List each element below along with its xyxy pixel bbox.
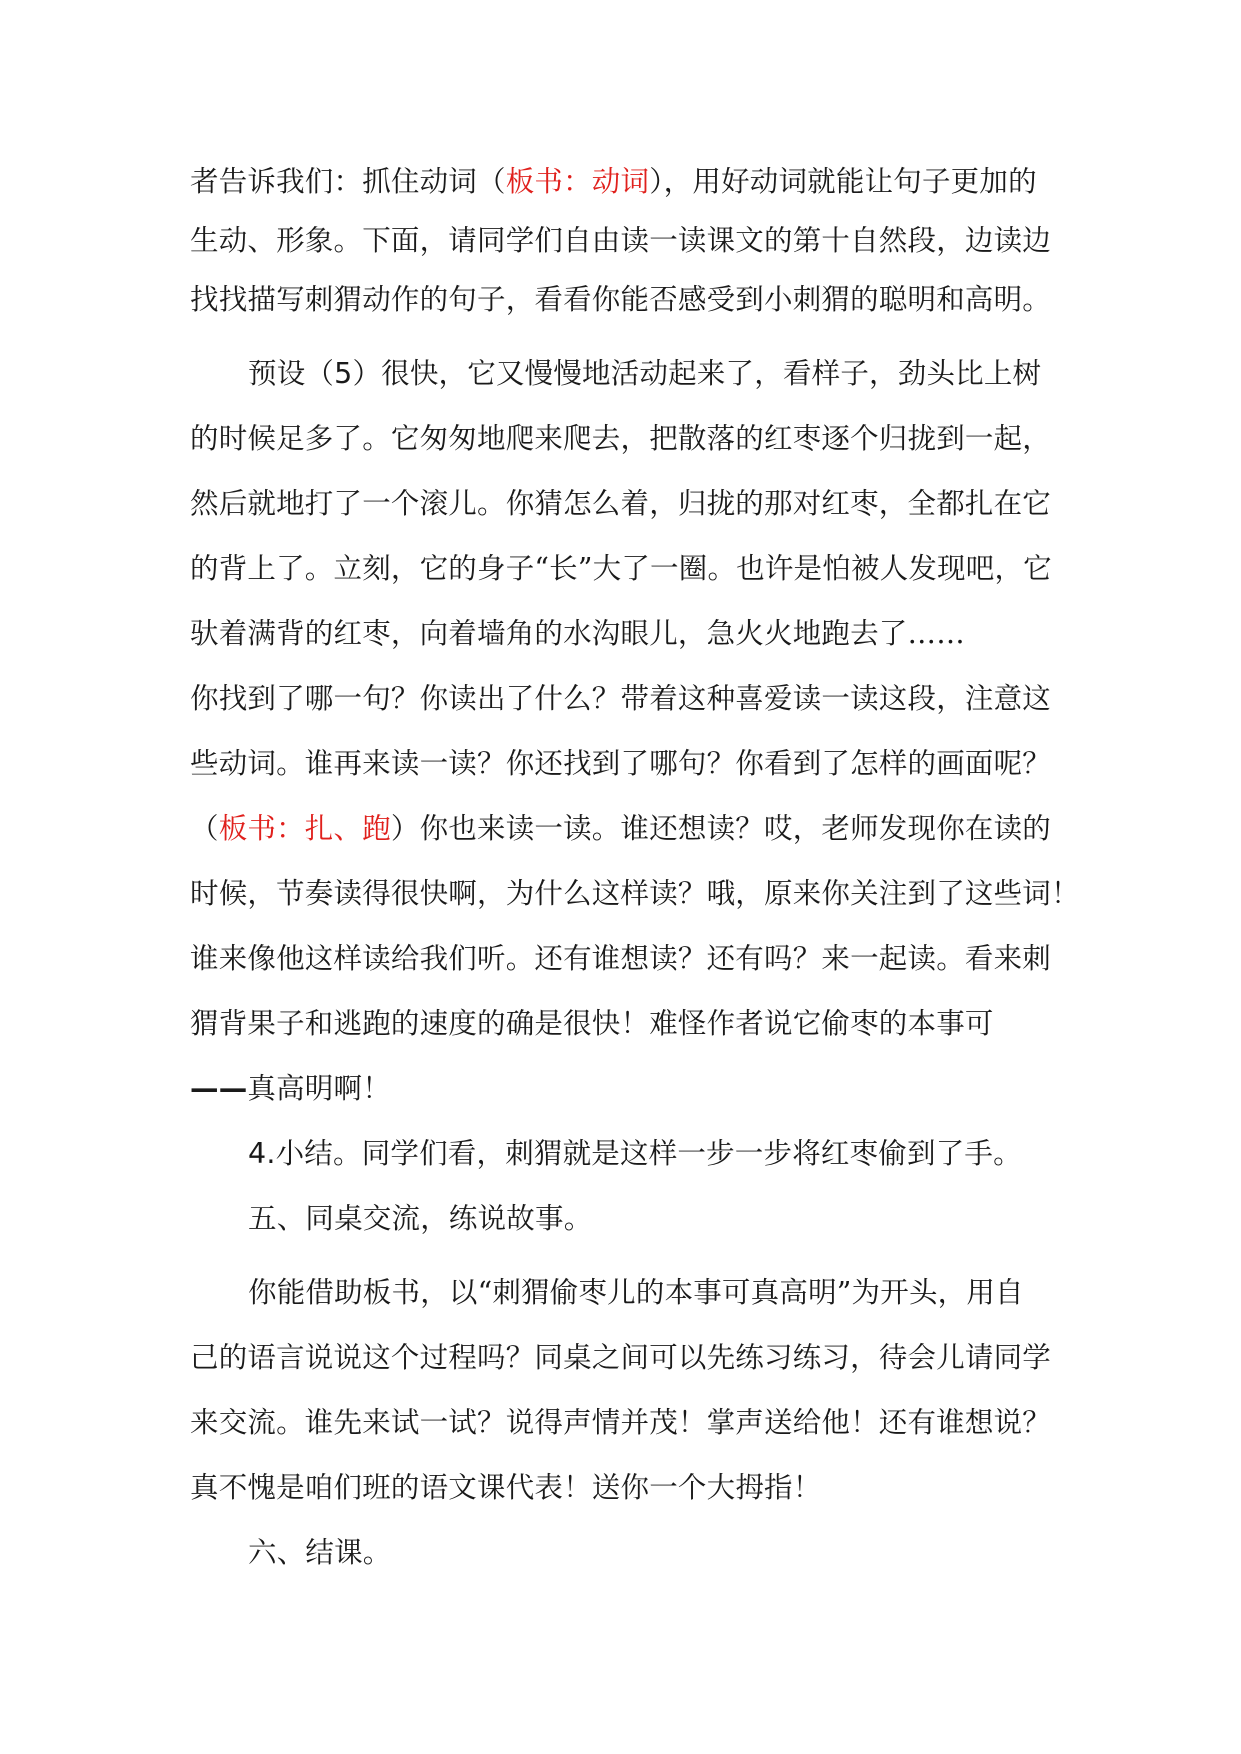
text-span: ）很快，它又慢慢地活动起来了，看样子，劲头比上树 [352,357,1042,390]
number-span: 5 [334,357,353,390]
paragraph-2-line-1 [248,354,1128,394]
paragraph-3-line-2: 些动词。谁再来读一读？你还找到了哪句？你看到了怎样的画面呢？ [190,747,1052,780]
board-note-actions: 板书：扎、跑 [218,812,391,845]
paragraph-3-line-1: 你找到了哪一句？你读出了什么？带着这种喜爱读一读这段，注意这 [190,682,1052,715]
section-heading-6: 六、结课。 [248,1536,392,1569]
text-span: （ [190,812,219,845]
text-span: 预设（ [248,357,335,390]
paragraph-1-line-2: 生动、形象。下面，请同学们自由读一读课文的第十自然段，边读边 [190,224,1052,257]
paragraph-2-line-4: 的背上了。立刻，它的身子“长”大了一圈。也许是怕被人发现吧，它 [190,552,1052,585]
text-span: 真高明啊！ [247,1072,391,1105]
summary-paragraph [248,1134,1128,1174]
paragraph-6-line-3: 来交流。谁先来试一试？说得声情并茂！掌声送给他！还有谁想说？ [190,1406,1052,1439]
em-dash: —— [190,1072,248,1105]
paragraph-3-line-6: 猬背果子和逃跑的速度的确是很快！难怪作者说它偷枣的本事可 [190,1007,994,1040]
paragraph-6-line-4: 真不愧是咱们班的语文课代表！送你一个大拇指！ [190,1471,822,1504]
paragraph-3-line-7 [190,1069,1070,1109]
paragraph-2-line-3: 然后就地打了一个滚儿。你猜怎么着，归拢的那对红枣，全都扎在它 [190,487,1052,520]
paragraph-2-line-5: 驮着满背的红枣，向着墙角的水沟眼儿，急火火地跑去了…… [190,617,965,650]
text-span: ），用好动词就能让句子更加的 [649,165,1037,198]
paragraph-1-line-3: 找找描写刺猬动作的句子，看看你能否感受到小刺猬的聪明和高明。 [190,283,1052,316]
paragraph-2-line-2: 的时候足多了。它匆匆地爬来爬去，把散落的红枣逐个归拢到一起， [190,422,1052,455]
step-number: 4. [248,1137,276,1170]
paragraph-3-line-4: 时候，节奏读得很快啊，为什么这样读？哦，原来你关注到了这些词！ [190,877,1080,910]
paragraph-3-line-5: 谁来像他这样读给我们听。还有谁想读？还有吗？来一起读。看来刺 [190,942,1052,975]
text-span: 者告诉我们：抓住动词（ [190,165,506,198]
board-note-verb: 板书：动词 [505,165,650,198]
paragraph-6-line-1: 你能借助板书，以“刺猬偷枣儿的本事可真高明”为开头，用自 [248,1276,1024,1309]
paragraph-6-line-2: 己的语言说说这个过程吗？同桌之间可以先练习练习，待会儿请同学 [190,1341,1052,1374]
paragraph-1-line-1 [190,162,1070,202]
text-span: ）你也来读一读。谁还想读？哎，老师发现你在读的 [390,812,1052,845]
section-heading-5: 五、同桌交流，练说故事。 [248,1202,593,1235]
paragraph-3-line-3 [190,809,1070,849]
text-span: 小结。同学们看，刺猬就是这样一步一步将红枣偷到了手。 [275,1137,1022,1170]
